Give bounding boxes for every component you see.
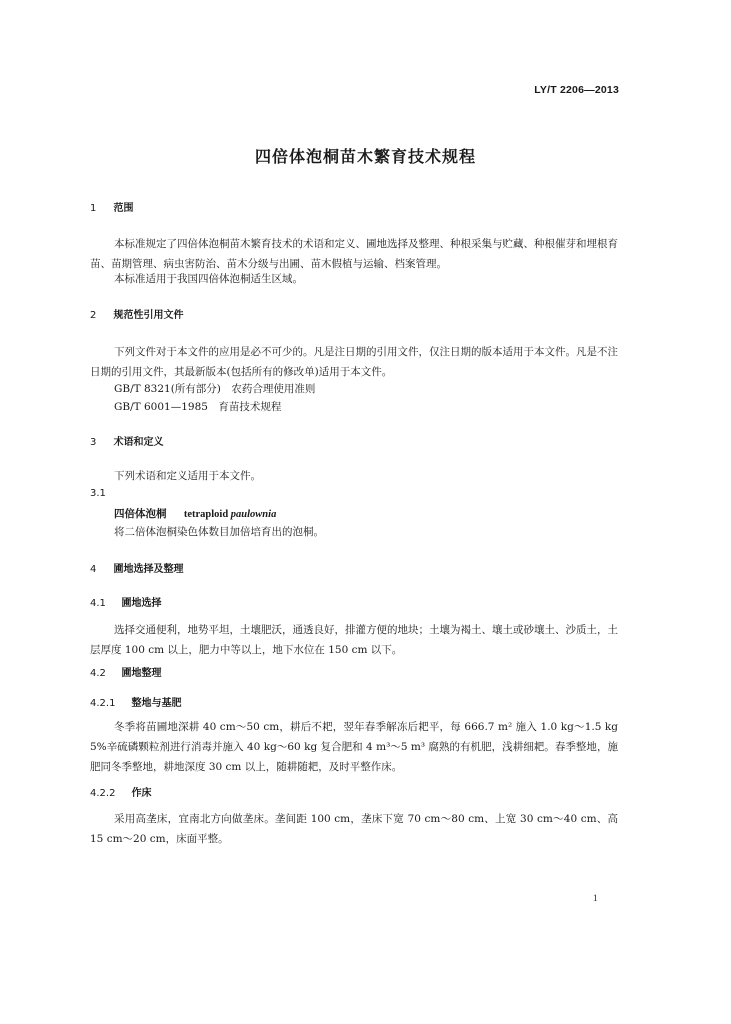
subsection-3-1-number [90,488,110,499]
page-number: 1 [593,893,598,903]
subsection-4-1-heading [90,594,161,609]
section-number: 1 [90,203,97,214]
section-number: 4.2 [90,668,106,679]
subsection-4-2-1-heading [90,694,181,709]
section-number: 3.1 [90,488,106,499]
section-title: 圃地选择及整理 [113,564,184,575]
section-number: 2 [90,310,97,321]
section-4-heading [90,560,183,575]
section-number: 4.2.1 [90,698,116,709]
section-title: 作床 [131,788,152,799]
section-2-heading [90,306,183,321]
section-title: 规范性引用文件 [113,310,184,321]
document-title: 四倍体泡桐苗木繁育技术规程 [254,147,476,166]
section-title: 圃地选择 [121,598,162,609]
term-english-italic: paulownia [230,509,277,520]
term-english-word: tetraploid [183,509,229,520]
section-1-heading [90,199,133,214]
term-english [184,509,276,520]
subsection-4-2-2-paragraph: 采用高垄床，宜南北方向做垄床。垄间距 100 cm，垄床下宽 70 cm～80 cm、上宽 30 cm～40 cm、高 15 cm～20 cm，床面平整。 [90,813,618,845]
section-1-paragraph-2: 本标准适用于我国四倍体泡桐适生区域。 [114,273,303,285]
section-number: 4.1 [90,598,106,609]
normative-reference-1: GB/T 8321(所有部分) 农药合理使用准则 [114,383,316,395]
term-chinese: 四倍体泡桐 [114,508,167,520]
subsection-4-1-paragraph: 选择交通便利，地势平坦，土壤肥沃，通透良好，排灌方便的地块；土壤为褐土、壤土或砂壤土、沙质土，土层厚度 100 cm 以上，肥力中等以上，地下水位在 150 cm 以下。 [90,624,618,656]
term-definition: 将二倍体泡桐染色体数目加倍培育出的泡桐。 [114,526,324,538]
section-title: 圃地整理 [121,668,162,679]
section-title: 范围 [113,203,134,214]
normative-reference-2: GB/T 6001—1985 育苗技术规程 [114,401,282,413]
section-title: 术语和定义 [113,437,164,448]
section-3-intro: 下列术语和定义适用于本文件。 [114,470,261,482]
subsection-4-2-1-paragraph: 冬季将苗圃地深耕 40 cm～50 cm，耕后不耙，翌年春季解冻后耙平，每 666.7 m² 施入 1.0 kg～1.5 kg 5%辛硫磷颗粒剂进行消毒并施入 40 kg～60 kg 复合肥和 4 m³～5 m³ 腐熟的有机肥，浅耕细耙。春季整地，施肥同冬季整地，耕地深度 30 cm 以上，随耕随耙，及时平整作床。 [90,721,618,773]
subsection-4-2-2-heading [90,784,151,799]
section-number: 4.2.2 [90,788,116,799]
section-2-paragraph-1: 下列文件对于本文件的应用是必不可少的。凡是注日期的引用文件，仅注日期的版本适用于本文件。凡是不注日期的引用文件，其最新版本(包括所有的修改单)适用于本文件。 [90,346,618,378]
section-number: 4 [90,564,97,575]
section-3-heading [90,433,163,448]
section-number: 3 [90,437,97,448]
section-title: 整地与基肥 [131,698,182,709]
section-1-paragraph-1: 本标准规定了四倍体泡桐苗木繁育技术的术语和定义、圃地选择及整理、种根采集与贮藏、种根催芽和埋根育苗、苗期管理、病虫害防治、苗木分级与出圃、苗木假植与运输、档案管理。 [90,238,618,270]
standard-code: LY/T 2206—2013 [534,84,619,96]
subsection-4-2-heading [90,664,161,679]
